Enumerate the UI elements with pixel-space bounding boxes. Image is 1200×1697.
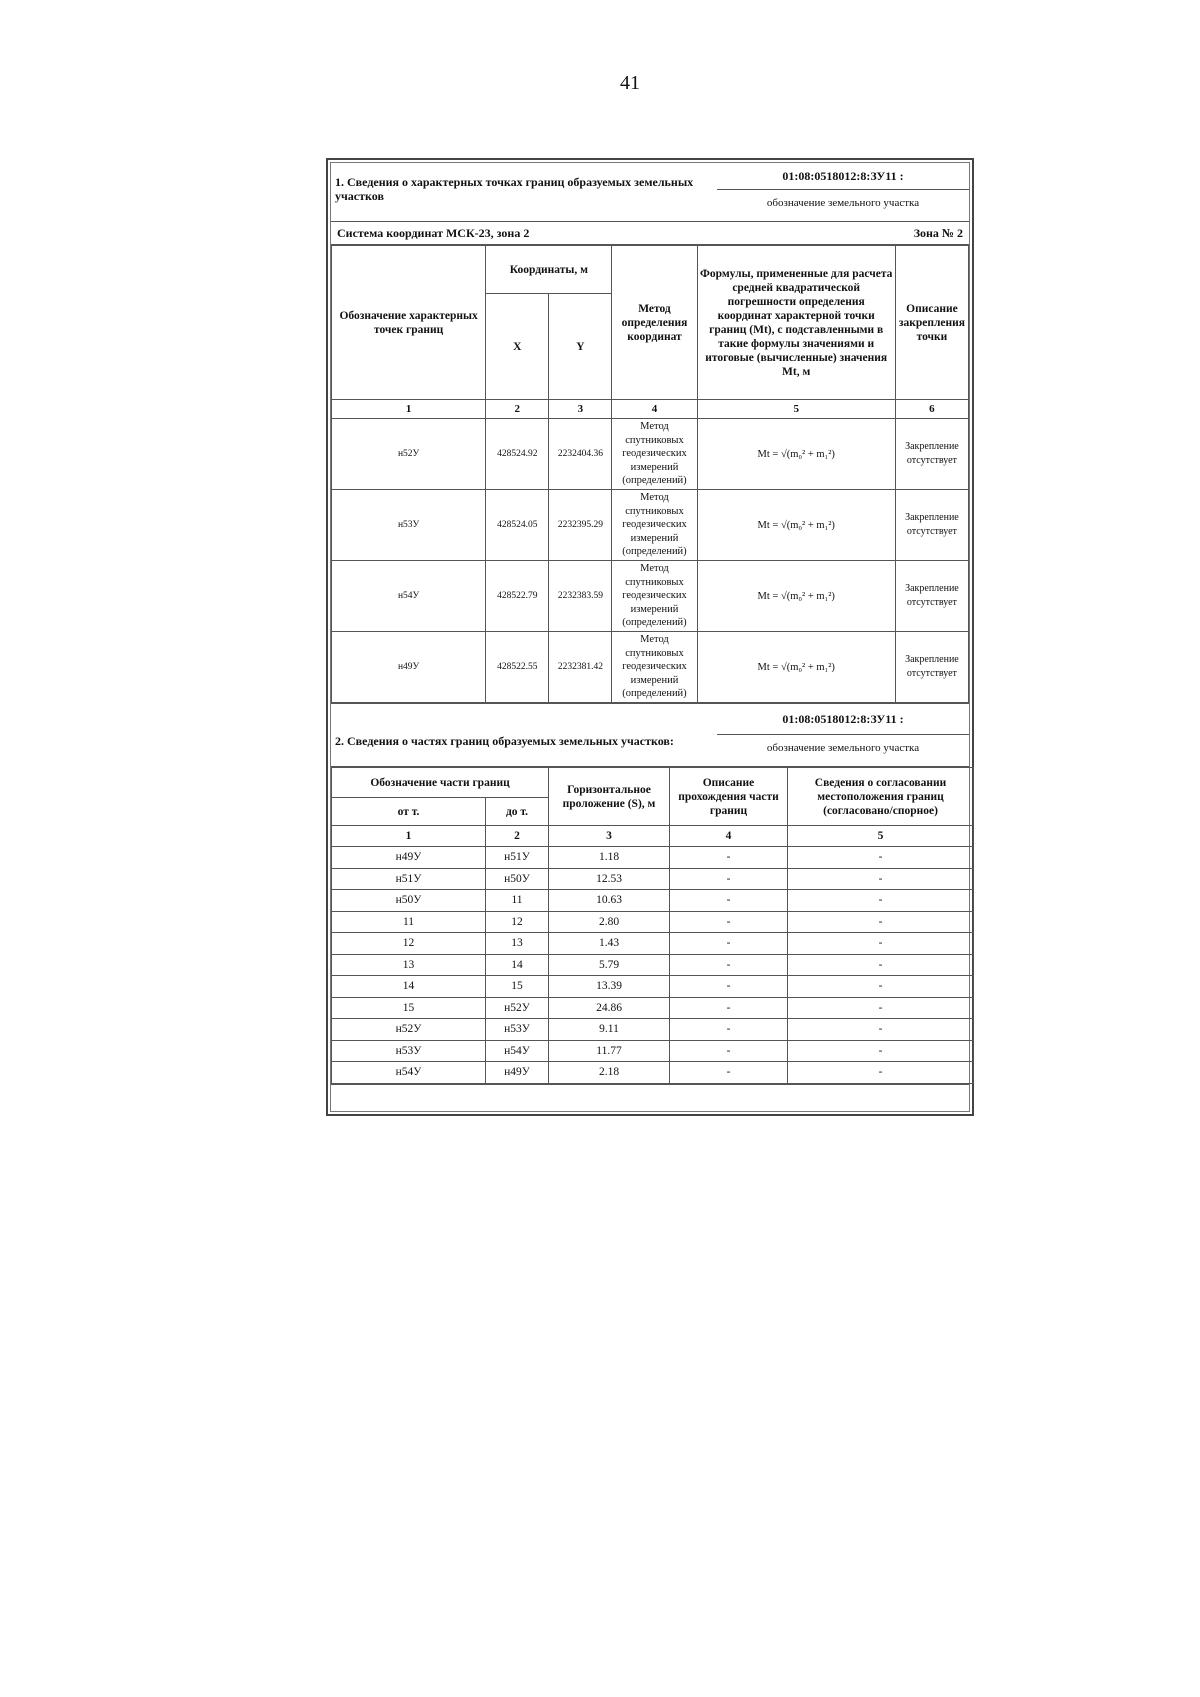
from-point: 14 <box>332 976 486 998</box>
boundary-sheet <box>326 158 974 1116</box>
section2-header <box>331 703 969 767</box>
table-row <box>332 561 969 632</box>
agreement: - <box>788 890 974 912</box>
distance: 13.39 <box>549 976 670 998</box>
passage: - <box>670 1019 788 1041</box>
to-point: 12 <box>486 911 549 933</box>
column-number-row <box>332 826 974 847</box>
table-row <box>332 933 974 955</box>
agreement: - <box>788 933 974 955</box>
header-description: Описание закрепления точки <box>895 246 968 400</box>
coordinate-x: 428522.55 <box>486 632 549 703</box>
zone-label: Зона № 2 <box>913 226 963 240</box>
method: Метод спутниковых геодезических измерений (определений) <box>612 561 697 632</box>
to-point: 15 <box>486 976 549 998</box>
agreement: - <box>788 976 974 998</box>
distance: 12.53 <box>549 868 670 890</box>
distance: 2.80 <box>549 911 670 933</box>
to-point: н53У <box>486 1019 549 1041</box>
table-row <box>332 954 974 976</box>
table-row <box>332 847 974 869</box>
method: Метод спутниковых геодезических измерений (определений) <box>612 632 697 703</box>
coordinate-y: 2232404.36 <box>549 419 612 490</box>
column-number: 5 <box>788 826 974 847</box>
to-point: н51У <box>486 847 549 869</box>
method: Метод спутниковых геодезических измерений (определений) <box>612 419 697 490</box>
sheet-frame <box>330 162 970 1112</box>
passage: - <box>670 954 788 976</box>
coordinate-y: 2232395.29 <box>549 490 612 561</box>
passage: - <box>670 933 788 955</box>
point-designation: н53У <box>332 490 486 561</box>
column-number: 1 <box>332 826 486 847</box>
distance: 11.77 <box>549 1040 670 1062</box>
to-point: н49У <box>486 1062 549 1084</box>
agreement: - <box>788 847 974 869</box>
coordinate-x: 428524.92 <box>486 419 549 490</box>
column-number: 6 <box>895 400 968 419</box>
agreement: - <box>788 954 974 976</box>
header-x: X <box>486 294 549 400</box>
header-part-designation: Обозначение части границ <box>332 768 549 798</box>
passage: - <box>670 847 788 869</box>
passage: - <box>670 976 788 998</box>
header-to: до т. <box>486 798 549 826</box>
to-point: н54У <box>486 1040 549 1062</box>
fixing-description: Закрепление отсутствует <box>895 632 968 703</box>
column-number-row <box>332 400 969 419</box>
table-row <box>332 976 974 998</box>
page-number: 41 <box>620 72 640 94</box>
boundary-parts-table <box>331 767 974 1084</box>
header-from: от т. <box>332 798 486 826</box>
section1-parcel <box>717 163 969 221</box>
column-number: 2 <box>486 826 549 847</box>
agreement: - <box>788 911 974 933</box>
from-point: 15 <box>332 997 486 1019</box>
formula: Mt = √(m₀² + m₁²) <box>697 561 895 632</box>
column-number: 5 <box>697 400 895 419</box>
section2-parcel-code: 01:08:0518012:8:ЗУ11 : <box>717 704 969 735</box>
fixing-description: Закрепление отсутствует <box>895 561 968 632</box>
distance: 5.79 <box>549 954 670 976</box>
header-passage: Описание прохождения части границ <box>670 768 788 826</box>
from-point: 13 <box>332 954 486 976</box>
distance: 9.11 <box>549 1019 670 1041</box>
point-designation: н49У <box>332 632 486 703</box>
header-agreement: Сведения о согласовании местоположения границ (согласовано/спорное) <box>788 768 974 826</box>
from-point: н51У <box>332 868 486 890</box>
section2-parcel-caption: обозначение земельного участка <box>766 742 920 754</box>
formula: Mt = √(m₀² + m₁²) <box>697 632 895 703</box>
table-row <box>332 1040 974 1062</box>
column-number: 4 <box>612 400 697 419</box>
column-number: 3 <box>549 826 670 847</box>
distance: 1.43 <box>549 933 670 955</box>
header-point-designation: Обозначение характерных точек границ <box>332 246 486 400</box>
header-formulas: Формулы, примененные для расчета средней квадратической погрешности определения координат характерной точки границ (Mt), с подставленными в такие формулы значениями и итоговые (вычисленные) значения Mt, м <box>697 246 895 400</box>
section2-parcel <box>717 704 969 766</box>
to-point: 14 <box>486 954 549 976</box>
point-designation: н52У <box>332 419 486 490</box>
from-point: 11 <box>332 911 486 933</box>
agreement: - <box>788 1040 974 1062</box>
distance: 1.18 <box>549 847 670 869</box>
header-method: Метод определения координат <box>612 246 697 400</box>
distance: 10.63 <box>549 890 670 912</box>
passage: - <box>670 997 788 1019</box>
table-row <box>332 868 974 890</box>
table-row <box>332 911 974 933</box>
agreement: - <box>788 997 974 1019</box>
to-point: н50У <box>486 868 549 890</box>
section1-header <box>331 163 969 222</box>
from-point: н54У <box>332 1062 486 1084</box>
table-row <box>332 419 969 490</box>
to-point: 13 <box>486 933 549 955</box>
to-point: н52У <box>486 997 549 1019</box>
to-point: 11 <box>486 890 549 912</box>
formula: Mt = √(m₀² + m₁²) <box>697 490 895 561</box>
table-row <box>332 997 974 1019</box>
from-point: н49У <box>332 847 486 869</box>
from-point: 12 <box>332 933 486 955</box>
coordinate-y: 2232381.42 <box>549 632 612 703</box>
section2-title: 2. Сведения о частях границ образуемых земельных участков: <box>335 734 674 748</box>
section1-parcel-code: 01:08:0518012:8:ЗУ11 : <box>717 163 969 190</box>
formula: Mt = √(m₀² + m₁²) <box>697 419 895 490</box>
section1-parcel-caption: обозначение земельного участка <box>766 197 920 209</box>
passage: - <box>670 911 788 933</box>
from-point: н50У <box>332 890 486 912</box>
passage: - <box>670 868 788 890</box>
method: Метод спутниковых геодезических измерений (определений) <box>612 490 697 561</box>
coordinate-x: 428524.05 <box>486 490 549 561</box>
point-designation: н54У <box>332 561 486 632</box>
passage: - <box>670 1040 788 1062</box>
fixing-description: Закрепление отсутствует <box>895 490 968 561</box>
table-row <box>332 1062 974 1084</box>
table-row <box>332 632 969 703</box>
agreement: - <box>788 868 974 890</box>
header-distance: Горизонтальное проложение (S), м <box>549 768 670 826</box>
agreement: - <box>788 1019 974 1041</box>
empty-footer-row <box>331 1084 969 1111</box>
coordinate-system-row <box>331 222 969 245</box>
distance: 2.18 <box>549 1062 670 1084</box>
agreement: - <box>788 1062 974 1084</box>
column-number: 1 <box>332 400 486 419</box>
coordinate-system: Система координат МСК-23, зона 2 <box>337 226 530 240</box>
header-y: Y <box>549 294 612 400</box>
coordinate-y: 2232383.59 <box>549 561 612 632</box>
table-row <box>332 490 969 561</box>
table-row <box>332 1019 974 1041</box>
distance: 24.86 <box>549 997 670 1019</box>
section1-title: 1. Сведения о характерных точках границ образуемых земельных участков <box>335 175 694 203</box>
column-number: 2 <box>486 400 549 419</box>
passage: - <box>670 890 788 912</box>
column-number: 3 <box>549 400 612 419</box>
passage: - <box>670 1062 788 1084</box>
table-row <box>332 890 974 912</box>
from-point: н52У <box>332 1019 486 1041</box>
column-number: 4 <box>670 826 788 847</box>
header-coordinates: Координаты, м <box>486 246 612 294</box>
coordinate-x: 428522.79 <box>486 561 549 632</box>
from-point: н53У <box>332 1040 486 1062</box>
points-table <box>331 245 969 703</box>
fixing-description: Закрепление отсутствует <box>895 419 968 490</box>
